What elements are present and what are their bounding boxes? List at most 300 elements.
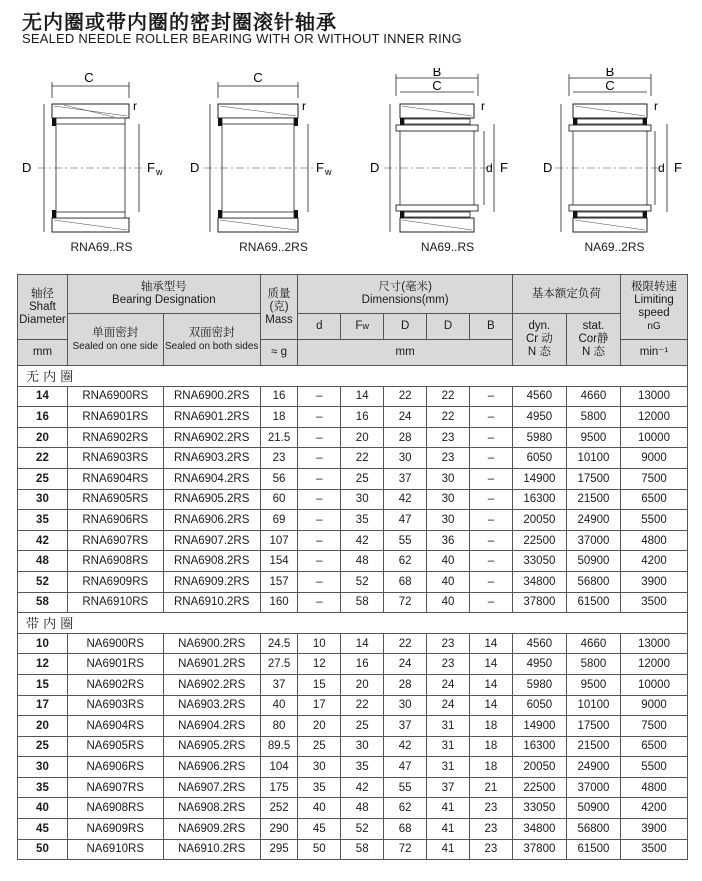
cell-single: NA6904RS — [67, 716, 163, 737]
cell-D1: 28 — [384, 674, 427, 695]
cell-d: 20 — [298, 716, 341, 737]
header-designation — [67, 275, 260, 314]
cell-D1: 37 — [384, 468, 427, 489]
cell-mass: 40 — [260, 695, 298, 716]
cell-D1: 68 — [384, 571, 427, 592]
cell-D1: 22 — [384, 633, 427, 654]
cell-speed: 3500 — [621, 592, 688, 613]
cell-shaft: 17 — [18, 695, 68, 716]
cell-D2: 24 — [427, 695, 470, 716]
cell-D2: 23 — [427, 654, 470, 675]
cell-d: – — [298, 407, 341, 428]
cell-double: NA6910.2RS — [163, 839, 260, 860]
cell-fw: 42 — [341, 530, 384, 551]
cell-stat: 17500 — [566, 716, 620, 737]
dim-F: F — [500, 160, 508, 175]
cell-shaft: 45 — [18, 819, 68, 840]
cell-fw: 25 — [341, 716, 384, 737]
header-dyn — [512, 314, 566, 366]
cell-stat: 37000 — [566, 777, 620, 798]
cell-speed: 5500 — [621, 757, 688, 778]
cell-B: – — [469, 448, 512, 469]
cell-stat: 21500 — [566, 489, 620, 510]
cell-D2: 40 — [427, 551, 470, 572]
cell-d: 17 — [298, 695, 341, 716]
cell-shaft: 58 — [18, 592, 68, 613]
diagram-label: RNA69..RS — [70, 240, 133, 254]
header-dim-unit: mm — [298, 340, 513, 366]
cell-single: NA6908RS — [67, 798, 163, 819]
cell-mass: 290 — [260, 819, 298, 840]
cell-d: – — [298, 386, 341, 407]
header-col-F: F — [355, 320, 363, 332]
dim-Fw-sub: w — [325, 167, 332, 177]
dim-D: D — [543, 160, 553, 175]
cell-dyn: 6050 — [512, 448, 566, 469]
cell-shaft: 48 — [18, 551, 68, 572]
cell-d: 35 — [298, 777, 341, 798]
cell-single: NA6900RS — [67, 633, 163, 654]
cell-single: NA6903RS — [67, 695, 163, 716]
cell-dyn: 16300 — [512, 489, 566, 510]
cell-single: RNA6900RS — [67, 386, 163, 407]
cell-dyn: 4560 — [512, 633, 566, 654]
dim-B: B — [605, 68, 615, 79]
header-double — [163, 314, 260, 366]
cell-shaft: 35 — [18, 777, 68, 798]
cell-fw: 35 — [341, 510, 384, 531]
cell-shaft: 40 — [18, 798, 68, 819]
cell-D2: 22 — [427, 407, 470, 428]
cell-double: NA6908.2RS — [163, 798, 260, 819]
cell-dyn: 14900 — [512, 468, 566, 489]
cell-d: – — [298, 427, 341, 448]
cell-single: NA6906RS — [67, 757, 163, 778]
cell-d: – — [298, 468, 341, 489]
table-body — [18, 366, 688, 860]
cell-B: – — [469, 551, 512, 572]
cell-d: – — [298, 489, 341, 510]
header-col-D1: D — [384, 314, 427, 340]
table-row — [18, 757, 688, 778]
cell-single: RNA6904RS — [67, 468, 163, 489]
cell-d: 30 — [298, 757, 341, 778]
cell-fw: 20 — [341, 674, 384, 695]
cell-D1: 28 — [384, 427, 427, 448]
table-row — [18, 468, 688, 489]
cell-fw: 35 — [341, 757, 384, 778]
cell-D2: 24 — [427, 674, 470, 695]
cell-mass: 157 — [260, 571, 298, 592]
cell-B: – — [469, 489, 512, 510]
header-mass-unit: ≈ g — [260, 340, 298, 366]
dim-C: C — [432, 78, 442, 93]
cell-D1: 22 — [384, 386, 427, 407]
cell-D1: 30 — [384, 695, 427, 716]
cell-D1: 24 — [384, 407, 427, 428]
cell-dyn: 37800 — [512, 839, 566, 860]
cell-mass: 252 — [260, 798, 298, 819]
cell-speed: 10000 — [621, 674, 688, 695]
cell-shaft: 25 — [18, 736, 68, 757]
table-row — [18, 798, 688, 819]
cell-stat: 9500 — [566, 427, 620, 448]
table-row — [18, 777, 688, 798]
cell-d: – — [298, 571, 341, 592]
cell-stat: 21500 — [566, 736, 620, 757]
cell-stat: 9500 — [566, 674, 620, 695]
header-double-en: Sealed on both sides — [164, 340, 259, 352]
cell-fw: 14 — [341, 386, 384, 407]
cell-B: – — [469, 427, 512, 448]
header-stat-unit-cn: 态 — [593, 346, 605, 358]
cell-dyn: 6050 — [512, 695, 566, 716]
cell-stat: 5800 — [566, 407, 620, 428]
cell-dyn: 22500 — [512, 530, 566, 551]
cell-fw: 14 — [341, 633, 384, 654]
cell-double: NA6901.2RS — [163, 654, 260, 675]
table-row — [18, 736, 688, 757]
table-row — [18, 489, 688, 510]
dim-D: D — [190, 160, 200, 175]
header-mass-cn2: (克) — [269, 300, 289, 313]
cell-double: NA6905.2RS — [163, 736, 260, 757]
cell-D1: 72 — [384, 592, 427, 613]
cell-d: 25 — [298, 736, 341, 757]
cell-fw: 22 — [341, 695, 384, 716]
cell-shaft: 20 — [18, 427, 68, 448]
cell-mass: 107 — [260, 530, 298, 551]
cell-double: RNA6904.2RS — [163, 468, 260, 489]
diagram-na69-rs — [360, 68, 535, 268]
header-col-Fw-sub: w — [362, 321, 369, 331]
header-dimensions — [298, 275, 513, 314]
cell-single: RNA6906RS — [67, 510, 163, 531]
dim-Fw: F — [316, 160, 324, 175]
dim-r: r — [654, 99, 658, 113]
cell-speed: 6500 — [621, 736, 688, 757]
cell-single: RNA6907RS — [67, 530, 163, 551]
header-load-cn: 基本额定负荷 — [531, 287, 601, 300]
cell-D2: 23 — [427, 448, 470, 469]
cell-speed: 4800 — [621, 530, 688, 551]
cell-fw: 58 — [341, 839, 384, 860]
cell-D2: 36 — [427, 530, 470, 551]
cell-dyn: 34800 — [512, 571, 566, 592]
cell-fw: 30 — [341, 489, 384, 510]
bearing-spec-table — [17, 274, 688, 860]
header-designation-en: Bearing Designation — [112, 294, 216, 306]
cell-stat: 10100 — [566, 695, 620, 716]
cell-B: – — [469, 530, 512, 551]
cell-stat: 56800 — [566, 819, 620, 840]
cell-D2: 30 — [427, 468, 470, 489]
cell-B: – — [469, 592, 512, 613]
table-row — [18, 633, 688, 654]
cell-single: RNA6902RS — [67, 427, 163, 448]
cell-stat: 4660 — [566, 386, 620, 407]
diagram-na69-2rs — [527, 68, 702, 268]
header-col-d: d — [298, 314, 341, 340]
cell-double: NA6900.2RS — [163, 633, 260, 654]
cell-double: RNA6909.2RS — [163, 571, 260, 592]
bearing-section-drawing — [186, 68, 361, 268]
dim-F: F — [674, 160, 682, 175]
dim-d: d — [486, 161, 493, 175]
header-speed-en2: speed — [638, 307, 670, 319]
table-row — [18, 530, 688, 551]
cell-single: RNA6901RS — [67, 407, 163, 428]
cell-shaft: 14 — [18, 386, 68, 407]
cell-shaft: 15 — [18, 674, 68, 695]
cell-speed: 10000 — [621, 427, 688, 448]
cell-d: – — [298, 510, 341, 531]
cell-fw: 20 — [341, 427, 384, 448]
cell-stat: 61500 — [566, 592, 620, 613]
cell-dyn: 22500 — [512, 777, 566, 798]
header-shaft — [18, 275, 68, 340]
table-row — [18, 571, 688, 592]
cell-D2: 30 — [427, 510, 470, 531]
table-row — [18, 551, 688, 572]
header-single-cn: 单面密封 — [92, 326, 139, 339]
header-load — [512, 275, 620, 314]
cell-fw: 16 — [341, 407, 384, 428]
cell-mass: 69 — [260, 510, 298, 531]
cell-fw: 30 — [341, 736, 384, 757]
cell-D1: 42 — [384, 489, 427, 510]
cell-shaft: 42 — [18, 530, 68, 551]
cell-d: 45 — [298, 819, 341, 840]
cell-double: RNA6908.2RS — [163, 551, 260, 572]
cell-stat: 50900 — [566, 798, 620, 819]
dim-D: D — [22, 160, 32, 175]
header-mass-cn: 质量 — [267, 287, 291, 300]
cell-d: – — [298, 448, 341, 469]
cell-stat: 4660 — [566, 633, 620, 654]
cell-dyn: 4560 — [512, 386, 566, 407]
cell-B: – — [469, 407, 512, 428]
cell-D1: 62 — [384, 798, 427, 819]
cell-double: RNA6901.2RS — [163, 407, 260, 428]
cell-shaft: 25 — [18, 468, 68, 489]
cell-dyn: 33050 — [512, 551, 566, 572]
cell-double: RNA6910.2RS — [163, 592, 260, 613]
cell-single: RNA6903RS — [67, 448, 163, 469]
page-subtitle: SEALED NEEDLE ROLLER BEARING WITH OR WITHOUT INNER RING — [22, 31, 462, 46]
cell-speed: 4200 — [621, 798, 688, 819]
cell-speed: 7500 — [621, 716, 688, 737]
table-row — [18, 654, 688, 675]
bearing-section-drawing — [527, 68, 702, 268]
group-header-with-inner-ring — [18, 613, 688, 634]
dim-Fw: F — [147, 160, 155, 175]
cell-speed: 12000 — [621, 654, 688, 675]
cell-B: 14 — [469, 674, 512, 695]
table-row — [18, 427, 688, 448]
header-shaft-cn: 轴径 — [30, 287, 54, 300]
cell-D1: 62 — [384, 551, 427, 572]
cell-double: RNA6907.2RS — [163, 530, 260, 551]
cell-shaft: 20 — [18, 716, 68, 737]
cell-mass: 24.5 — [260, 633, 298, 654]
table-row — [18, 716, 688, 737]
table-row — [18, 386, 688, 407]
cell-double: NA6903.2RS — [163, 695, 260, 716]
cell-speed: 4800 — [621, 777, 688, 798]
diagram-rna69-2rs — [186, 68, 361, 268]
cell-stat: 50900 — [566, 551, 620, 572]
bearing-section-drawing — [14, 68, 189, 268]
header-speed-unit: min⁻¹ — [621, 340, 688, 366]
cell-D2: 23 — [427, 427, 470, 448]
cell-double: RNA6905.2RS — [163, 489, 260, 510]
cell-d: – — [298, 592, 341, 613]
cell-single: NA6910RS — [67, 839, 163, 860]
cell-B: – — [469, 468, 512, 489]
header-stat-cn: 静 — [596, 333, 609, 345]
diagram-label: RNA69..2RS — [239, 240, 308, 254]
cell-D1: 68 — [384, 819, 427, 840]
cell-double: RNA6906.2RS — [163, 510, 260, 531]
cell-d: 50 — [298, 839, 341, 860]
cell-D2: 41 — [427, 839, 470, 860]
cell-fw: 22 — [341, 448, 384, 469]
header-stat-unit: N — [581, 346, 591, 358]
cell-D2: 41 — [427, 819, 470, 840]
cell-B: 23 — [469, 839, 512, 860]
cell-speed: 6500 — [621, 489, 688, 510]
cell-D2: 37 — [427, 777, 470, 798]
cell-B: – — [469, 386, 512, 407]
dim-B: B — [432, 68, 442, 79]
cell-B: 14 — [469, 695, 512, 716]
cell-shaft: 52 — [18, 571, 68, 592]
group-label: 带 内 圈 — [18, 613, 688, 634]
cell-B: 23 — [469, 819, 512, 840]
cell-single: RNA6905RS — [67, 489, 163, 510]
cell-fw: 48 — [341, 798, 384, 819]
cell-shaft: 16 — [18, 407, 68, 428]
cell-stat: 17500 — [566, 468, 620, 489]
cell-mass: 18 — [260, 407, 298, 428]
cell-mass: 27.5 — [260, 654, 298, 675]
cell-single: NA6909RS — [67, 819, 163, 840]
table-row — [18, 448, 688, 469]
header-col-D2: D — [427, 314, 470, 340]
cell-double: NA6907.2RS — [163, 777, 260, 798]
cell-dyn: 20050 — [512, 757, 566, 778]
cell-stat: 56800 — [566, 571, 620, 592]
cell-mass: 295 — [260, 839, 298, 860]
cell-shaft: 30 — [18, 489, 68, 510]
cell-dyn: 16300 — [512, 736, 566, 757]
cell-speed: 4200 — [621, 551, 688, 572]
cell-double: RNA6900.2RS — [163, 386, 260, 407]
header-dyn-cn: 动 — [541, 333, 553, 345]
cell-stat: 61500 — [566, 839, 620, 860]
cell-shaft: 50 — [18, 839, 68, 860]
cell-mass: 89.5 — [260, 736, 298, 757]
dim-Fw-sub: w — [156, 167, 163, 177]
cell-B: 23 — [469, 798, 512, 819]
dim-D: D — [370, 160, 380, 175]
cell-speed: 12000 — [621, 407, 688, 428]
cell-D2: 30 — [427, 489, 470, 510]
cell-d: – — [298, 530, 341, 551]
cell-double: RNA6902.2RS — [163, 427, 260, 448]
cell-mass: 60 — [260, 489, 298, 510]
cell-mass: 104 — [260, 757, 298, 778]
cell-single: RNA6908RS — [67, 551, 163, 572]
cell-mass: 80 — [260, 716, 298, 737]
cell-D1: 30 — [384, 448, 427, 469]
diagram-label: NA69..2RS — [584, 240, 645, 254]
table-row — [18, 839, 688, 860]
cell-D2: 31 — [427, 716, 470, 737]
cell-D2: 31 — [427, 736, 470, 757]
cell-double: NA6909.2RS — [163, 819, 260, 840]
cell-speed: 9000 — [621, 448, 688, 469]
cell-speed: 3900 — [621, 819, 688, 840]
cell-mass: 23 — [260, 448, 298, 469]
cell-speed: 3500 — [621, 839, 688, 860]
cell-mass: 175 — [260, 777, 298, 798]
cell-D2: 22 — [427, 386, 470, 407]
cell-dyn: 5980 — [512, 427, 566, 448]
diagram-label: NA69..RS — [420, 240, 475, 254]
header-dyn-sym: Cr — [525, 333, 539, 345]
cell-B: – — [469, 510, 512, 531]
cell-D1: 55 — [384, 777, 427, 798]
cell-D1: 47 — [384, 510, 427, 531]
dim-r: r — [481, 99, 485, 113]
cell-shaft: 30 — [18, 757, 68, 778]
cell-D1: 47 — [384, 757, 427, 778]
cell-D2: 40 — [427, 592, 470, 613]
bearing-section-drawing — [360, 68, 535, 268]
cell-dyn: 4950 — [512, 654, 566, 675]
header-shaft-unit: mm — [18, 340, 68, 366]
cell-D2: 23 — [427, 633, 470, 654]
cell-shaft: 22 — [18, 448, 68, 469]
cell-double: NA6906.2RS — [163, 757, 260, 778]
cell-d: 40 — [298, 798, 341, 819]
cell-double: NA6904.2RS — [163, 716, 260, 737]
cell-mass: 154 — [260, 551, 298, 572]
dim-C: C — [605, 78, 615, 93]
cell-double: RNA6903.2RS — [163, 448, 260, 469]
cell-speed: 5500 — [621, 510, 688, 531]
cell-D1: 24 — [384, 654, 427, 675]
table-row — [18, 695, 688, 716]
cell-D1: 72 — [384, 839, 427, 860]
cell-B: – — [469, 571, 512, 592]
header-shaft-en1: Shaft — [29, 300, 56, 313]
cell-stat: 24900 — [566, 757, 620, 778]
cell-speed: 9000 — [621, 695, 688, 716]
header-speed-en1: Limiting — [634, 294, 674, 306]
header-col-Fw — [341, 314, 384, 340]
group-header-without-inner-ring — [18, 366, 688, 387]
cell-d: 12 — [298, 654, 341, 675]
cell-d: 15 — [298, 674, 341, 695]
cell-fw: 48 — [341, 551, 384, 572]
cell-D2: 41 — [427, 798, 470, 819]
cell-B: 21 — [469, 777, 512, 798]
cell-mass: 21.5 — [260, 427, 298, 448]
header-dyn-label: dyn. — [528, 320, 551, 332]
